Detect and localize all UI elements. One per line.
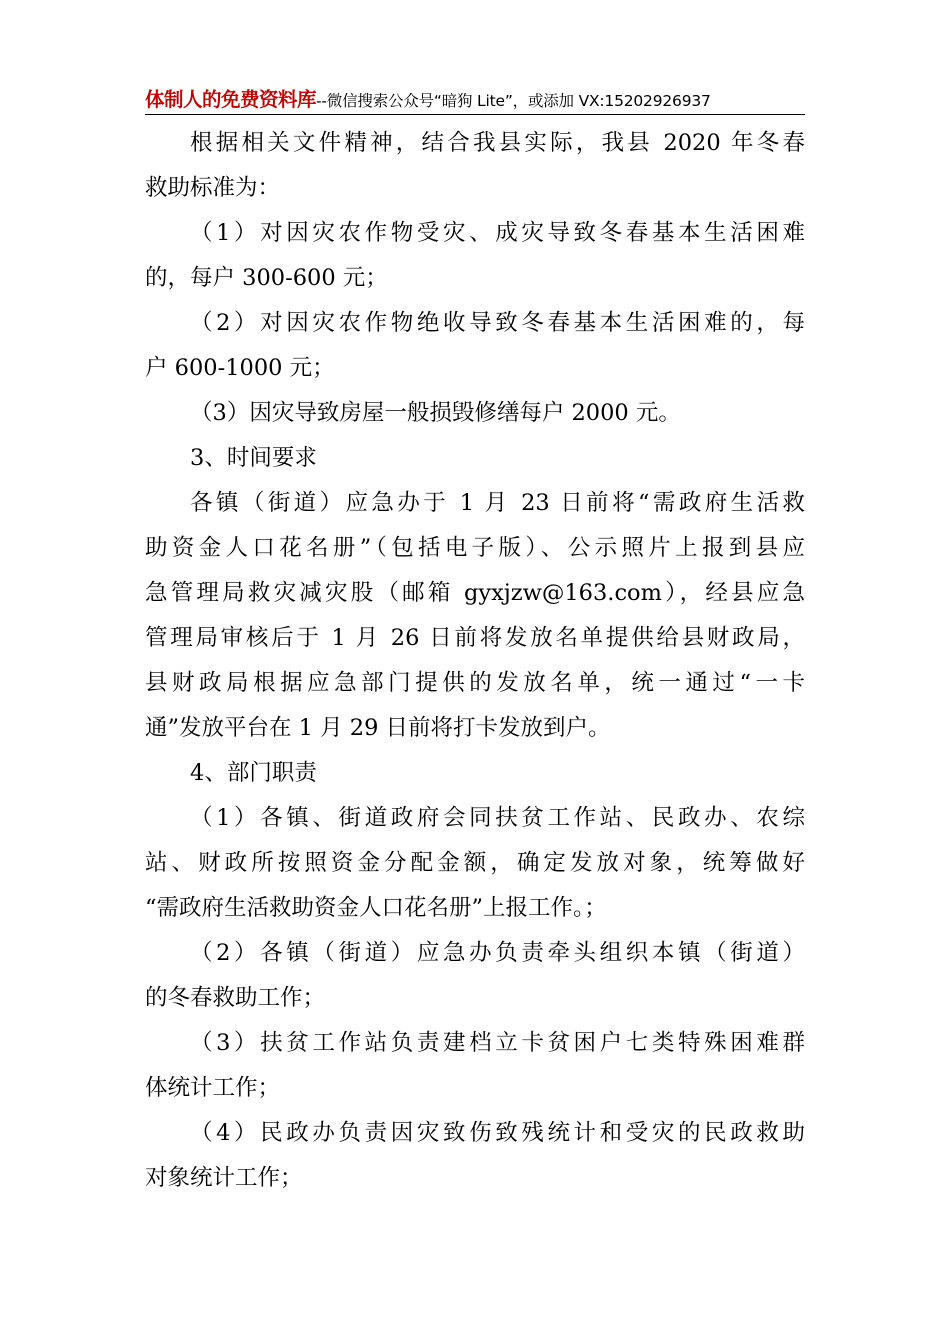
paragraph-line: 县财政局根据应急部门提供的发放名单，统一通过“一卡 (145, 670, 805, 696)
paragraph-line: （2）各镇（街道）应急办负责牵头组织本镇（街道） (190, 940, 805, 966)
section-heading: 3、时间要求 (190, 445, 317, 471)
paragraph-line: 体统计工作； (145, 1075, 281, 1101)
paragraph-line: 的，每户 300-600 元； (145, 265, 388, 291)
paragraph-line: 各镇（街道）应急办于 1 月 23 日前将“需政府生活救 (190, 490, 805, 516)
paragraph-line: 对象统计工作； (145, 1165, 303, 1191)
paragraph-line: 的冬春救助工作； (145, 985, 326, 1011)
paragraph-line: （3）扶贫工作站负责建档立卡贫困户七类特殊困难群 (190, 1030, 805, 1056)
paragraph-line: 站、财政所按照资金分配金额，确定发放对象，统筹做好 (145, 850, 805, 876)
paragraph-line: 急管理局救灾减灾股（邮箱 gyxjzw@163.com），经县应急 (145, 580, 805, 606)
paragraph-line: “需政府生活救助资金人口花名册”上报工作。； (145, 895, 607, 921)
paragraph-line: （3）因灾导致房屋一般损毁修缮每户 2000 元。 (190, 400, 681, 426)
header-subtitle: --微信搜索公众号“暗狗 Lite”，或添加 VX:15202926937 (316, 92, 711, 110)
paragraph-line: 户 600-1000 元； (145, 355, 335, 381)
paragraph-line: 管理局审核后于 1 月 26 日前将发放名单提供给县财政局， (145, 625, 805, 651)
paragraph-line: 救助标准为： (145, 175, 281, 201)
paragraph-line: 通”发放平台在 1 月 29 日前将打卡发放到户。 (145, 715, 611, 741)
paragraph-line: 助资金人口花名册”（包括电子版）、公示照片上报到县应 (145, 535, 805, 561)
paragraph-line: （4）民政办负责因灾致伤致残统计和受灾的民政救助 (190, 1120, 805, 1146)
paragraph-line: （1）各镇、街道政府会同扶贫工作站、民政办、农综 (190, 805, 805, 831)
paragraph-line: 根据相关文件精神，结合我县实际，我县 2020 年冬春 (190, 130, 805, 156)
document-header (145, 84, 805, 115)
section-heading: 4、部门职责 (190, 760, 317, 786)
header-brand: 体制人的免费资料库 (145, 88, 317, 111)
paragraph-line: （2）对因灾农作物绝收导致冬春基本生活困难的，每 (190, 310, 805, 336)
paragraph-line: （1）对因灾农作物受灾、成灾导致冬春基本生活困难 (190, 220, 805, 246)
